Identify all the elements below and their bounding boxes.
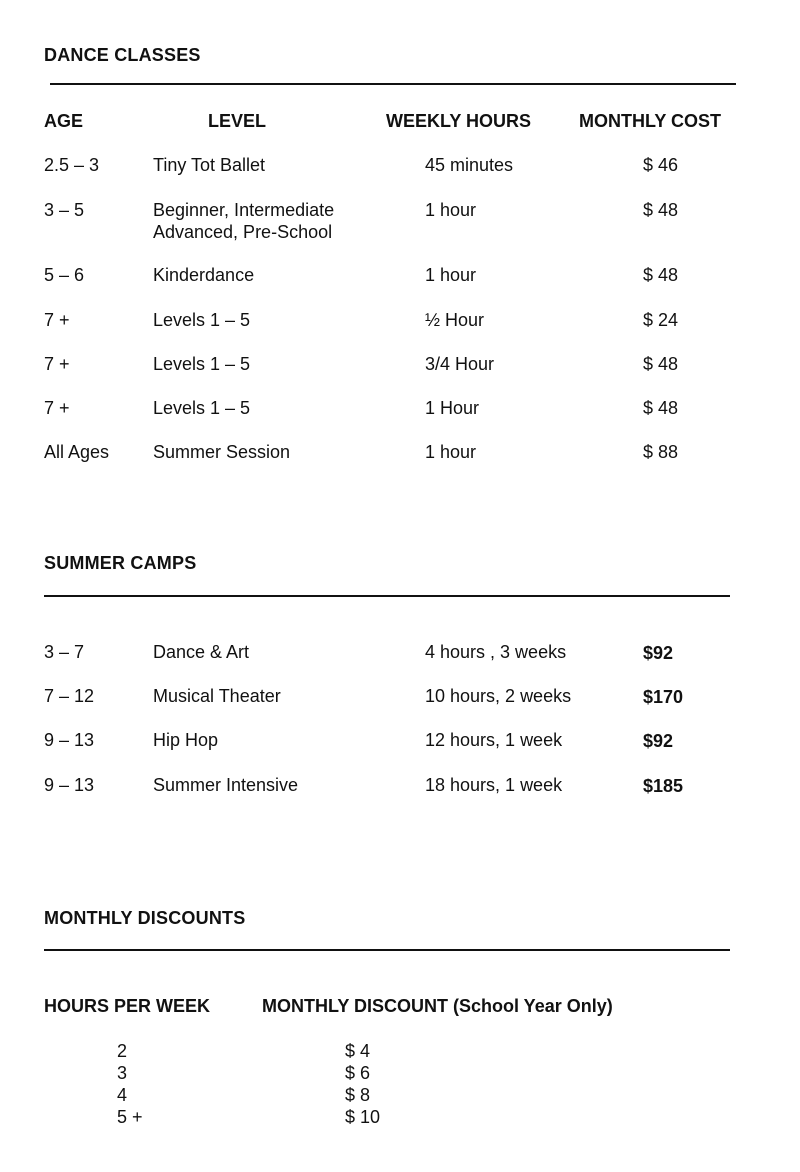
discount-row-hours: 4 [117,1085,128,1105]
dance-row-hours: 45 minutes [425,155,514,175]
dance-row-level: Levels 1 – 5 [153,354,251,374]
monthly-discounts-divider [44,949,730,951]
monthly-discounts-title: MONTHLY DISCOUNTS [44,908,246,928]
dance-row-level: Levels 1 – 5 [153,310,251,330]
header-hours-per-week: HOURS PER WEEK [44,996,211,1016]
camp-row-age: 9 – 13 [44,730,95,750]
dance-row-level: Summer Session [153,442,291,462]
header-level: LEVEL [208,111,267,131]
discount-row-hours: 5 + [117,1107,143,1127]
dance-row-age: 5 – 6 [44,265,85,285]
summer-camps-title: SUMMER CAMPS [44,553,197,573]
header-monthly-cost: MONTHLY COST [579,111,722,131]
dance-row-cost: $ 48 [643,265,679,285]
camp-row-cost: $170 [643,687,684,707]
dance-row-age: 7 + [44,398,70,418]
dance-row-hours: 1 hour [425,442,477,462]
dance-row-cost: $ 46 [643,155,679,175]
discount-row-amount: $ 8 [345,1085,371,1105]
discount-row-hours: 3 [117,1063,128,1083]
camp-row-duration: 18 hours, 1 week [425,775,563,795]
camp-row-cost: $92 [643,643,674,663]
discount-row-amount: $ 10 [345,1107,381,1127]
camp-row-name: Dance & Art [153,642,250,662]
camp-row-age: 9 – 13 [44,775,95,795]
camp-row-duration: 12 hours, 1 week [425,730,563,750]
dance-row-cost: $ 48 [643,398,679,418]
camp-row-age: 3 – 7 [44,642,85,662]
dance-row-age: All Ages [44,442,110,462]
dance-row-level-line2: Advanced, Pre-School [153,222,333,242]
camp-row-name: Hip Hop [153,730,219,750]
dance-row-hours: 3/4 Hour [425,354,495,374]
camp-row-name: Summer Intensive [153,775,299,795]
header-monthly-discount: MONTHLY DISCOUNT (School Year Only) [262,996,613,1016]
dance-row-hours: 1 hour [425,200,477,220]
dance-classes-divider [50,83,736,85]
dance-row-level: Tiny Tot Ballet [153,155,266,175]
dance-row-age: 7 + [44,310,70,330]
camp-row-duration: 4 hours , 3 weeks [425,642,567,662]
camp-row-name: Musical Theater [153,686,281,706]
dance-row-level: Kinderdance [153,265,255,285]
camp-row-duration: 10 hours, 2 weeks [425,686,572,706]
dance-row-hours: 1 Hour [425,398,480,418]
dance-row-cost: $ 24 [643,310,679,330]
camp-row-cost: $185 [643,776,684,796]
dance-row-hours: ½ Hour [425,310,485,330]
dance-row-cost: $ 48 [643,200,679,220]
dance-classes-title: DANCE CLASSES [44,45,201,65]
dance-row-level: Beginner, Intermediate [153,200,335,220]
discount-row-amount: $ 6 [345,1063,371,1083]
dance-row-age: 3 – 5 [44,200,85,220]
discount-row-amount: $ 4 [345,1041,371,1061]
dance-row-age: 2.5 – 3 [44,155,100,175]
header-age: AGE [44,111,84,131]
header-weekly-hours: WEEKLY HOURS [386,111,532,131]
camp-row-age: 7 – 12 [44,686,95,706]
dance-row-level: Levels 1 – 5 [153,398,251,418]
summer-camps-divider [44,595,730,597]
discount-row-hours: 2 [117,1041,128,1061]
dance-row-age: 7 + [44,354,70,374]
dance-row-cost: $ 88 [643,442,679,462]
dance-row-cost: $ 48 [643,354,679,374]
camp-row-cost: $92 [643,731,674,751]
dance-row-hours: 1 hour [425,265,477,285]
